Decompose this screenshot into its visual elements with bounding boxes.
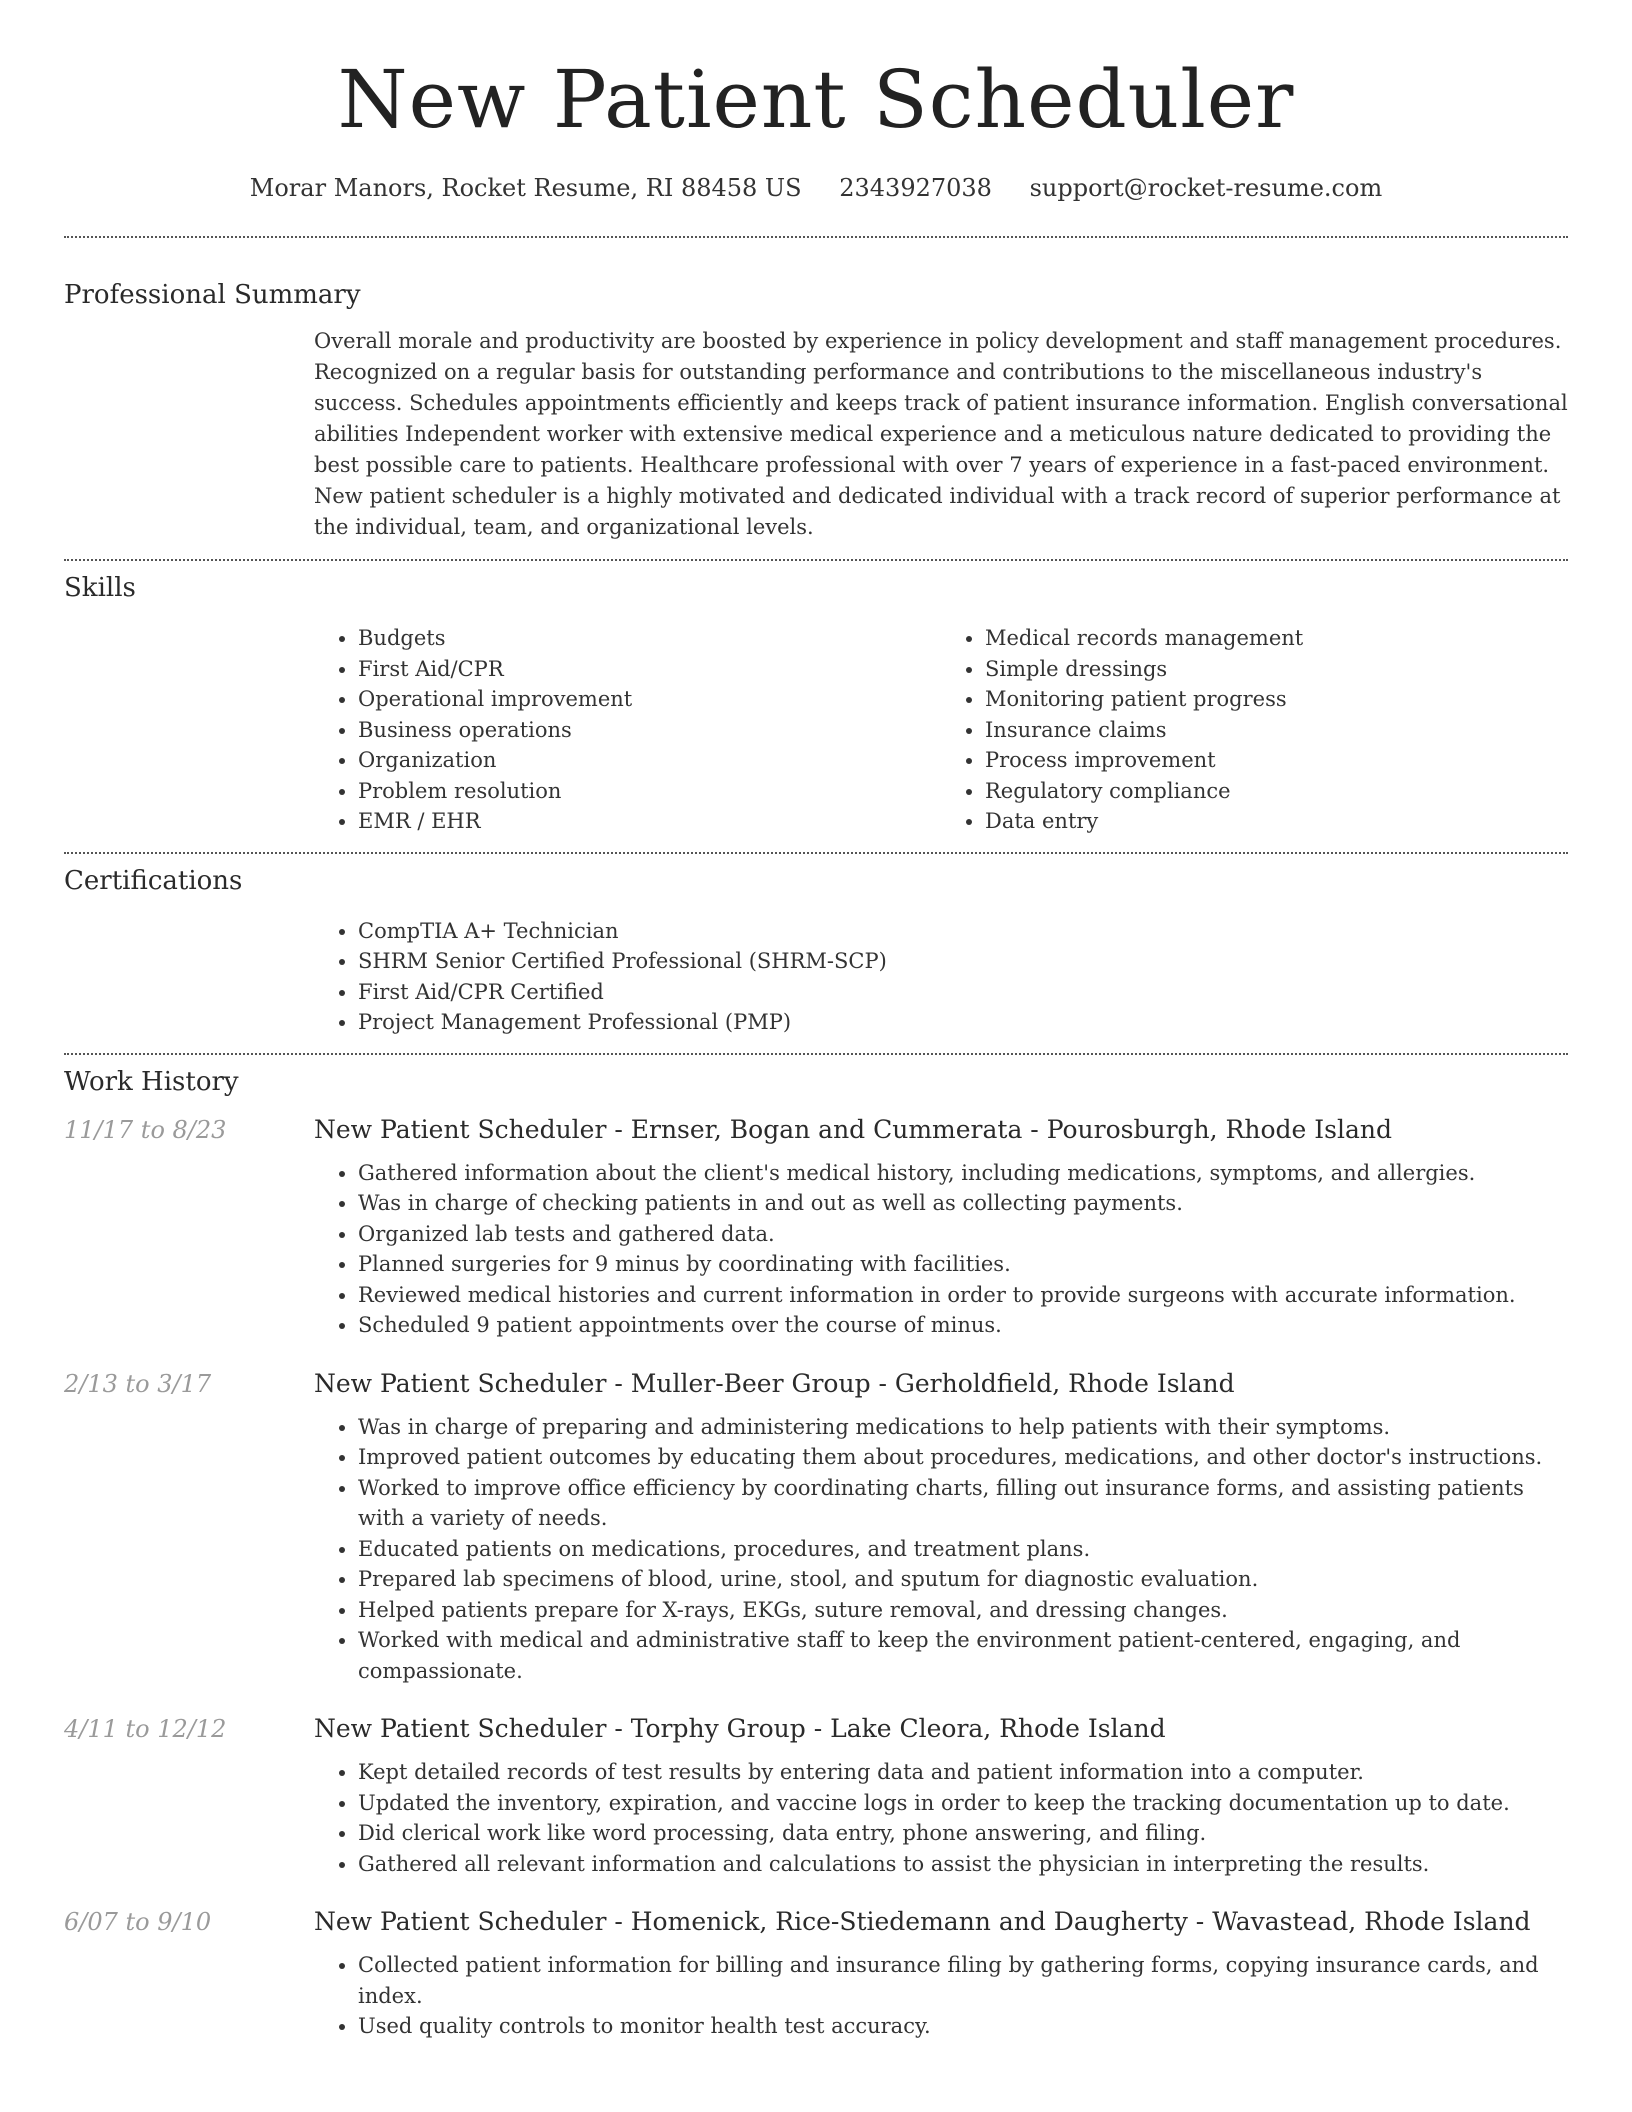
certification-item: • SHRM Senior Certified Professional (SHRM-SCP) (358, 946, 1568, 977)
job-entry (64, 1714, 1568, 1879)
skills-column-right (941, 623, 1568, 837)
skill-item: • First Aid/CPR (358, 654, 941, 685)
job-dates: 4/11 to 12/12 (64, 1715, 227, 1743)
job-bullet: • Reviewed medical histories and current information in order to provide surgeons with accurate information. (358, 1280, 1568, 1311)
certifications-list (314, 916, 1568, 1038)
job-bullet: • Prepared lab specimens of blood, urine, stool, and sputum for diagnostic evaluation. (358, 1564, 1568, 1595)
certification-item: • Project Management Professional (PMP) (358, 1007, 1568, 1038)
job-bullet: • Updated the inventory, expiration, and vaccine logs in order to keep the tracking documentation up to date. (358, 1788, 1568, 1819)
job-bullet: • Was in charge of checking patients in and out as well as collecting payments. (358, 1188, 1568, 1219)
job-dates: 6/07 to 9/10 (64, 1908, 212, 1936)
section-title-work-history: Work History (64, 1066, 239, 1097)
contact-email: support@rocket-resume.com (1029, 174, 1383, 202)
job-bullets (314, 1950, 1568, 2042)
skill-item: • EMR / EHR (358, 806, 941, 837)
job-bullet: • Gathered information about the client's medical history, including medications, symptoms, and allergies. (358, 1158, 1568, 1189)
job-bullet: • Worked with medical and administrative staff to keep the environment patient-centered, engaging, and compassionate. (358, 1625, 1568, 1686)
job-title: New Patient Scheduler - Homenick, Rice-Stiedemann and Daugherty - Wavastead, Rhode Island (314, 1907, 1531, 1936)
section-title-certifications: Certifications (64, 865, 243, 896)
job-bullet: • Organized lab tests and gathered data. (358, 1219, 1568, 1250)
divider (64, 236, 1568, 238)
skill-item: • Organization (358, 745, 941, 776)
skill-item: • Simple dressings (985, 654, 1568, 685)
job-title: New Patient Scheduler - Torphy Group - Lake Cleora, Rhode Island (314, 1714, 1166, 1743)
job-header (64, 1714, 1568, 1743)
job-bullet: • Kept detailed records of test results by entering data and patient information into a computer. (358, 1757, 1568, 1788)
job-bullet: • Scheduled 9 patient appointments over the course of minus. (358, 1310, 1568, 1341)
job-header (64, 1115, 1568, 1144)
certification-item: • First Aid/CPR Certified (358, 977, 1568, 1008)
job-dates: 2/13 to 3/17 (64, 1369, 212, 1398)
summary-text: Overall morale and productivity are boosted by experience in policy development and staff management procedures. Recognized on a regular basis for outstanding performance and contributions to the miscellaneous industry's success. Schedules appointments efficiently and keeps track of patient insurance information. English conversational abilities Independent worker with extensive medical experience and a meticulous nature dedicated to providing the best possible care to patients. Healthcare professional with over 7 years of experience in a fast-paced environment. New patient scheduler is a highly motivated and dedicated individual with a track record of superior performance at the individual, team, and organizational levels. (314, 329, 1568, 539)
job-header (64, 1369, 1568, 1398)
job-dates: 11/17 to 8/23 (64, 1115, 227, 1144)
job-bullet: • Helped patients prepare for X-rays, EKGs, suture removal, and dressing changes. (358, 1595, 1568, 1626)
job-header (64, 1907, 1568, 1936)
job-title: New Patient Scheduler - Muller-Beer Group - Gerholdfield, Rhode Island (314, 1368, 1235, 1398)
job-entry (64, 1907, 1568, 2042)
job-title: New Patient Scheduler - Ernser, Bogan and Cummerata - Pourosburgh, Rhode Island (314, 1114, 1392, 1144)
skill-item: • Medical records management (985, 623, 1568, 654)
job-bullets (314, 1412, 1568, 1687)
skill-item: • Regulatory compliance (985, 776, 1568, 807)
contact-phone: 2343927038 (839, 174, 992, 202)
skill-item: • Data entry (985, 806, 1568, 837)
job-bullet: • Did clerical work like word processing, data entry, phone answering, and filing. (358, 1818, 1568, 1849)
divider (64, 852, 1568, 854)
work-history-list (64, 1115, 1568, 2042)
divider (64, 1053, 1568, 1055)
skills-column-left (314, 623, 941, 837)
job-bullet: • Gathered all relevant information and calculations to assist the physician in interpreting the results. (358, 1849, 1568, 1880)
job-entry (64, 1369, 1568, 1687)
skill-item: • Monitoring patient progress (985, 684, 1568, 715)
contact-address: Morar Manors, Rocket Resume, RI 88458 US (249, 174, 802, 202)
section-title-skills: Skills (64, 573, 136, 603)
skill-item: • Problem resolution (358, 776, 941, 807)
contact-line (64, 174, 1568, 202)
skill-item: • Insurance claims (985, 715, 1568, 746)
job-bullet: • Was in charge of preparing and administering medications to help patients with their symptoms. (358, 1412, 1568, 1443)
divider (64, 559, 1568, 561)
job-bullets (314, 1757, 1568, 1879)
job-bullet: • Worked to improve office efficiency by coordinating charts, filling out insurance forms, and assisting patients with a variety of needs. (358, 1473, 1568, 1534)
skill-item: • Business operations (358, 715, 941, 746)
job-bullet: • Planned surgeries for 9 minus by coordinating with facilities. (358, 1249, 1568, 1280)
skill-item: • Process improvement (985, 745, 1568, 776)
job-bullet: • Used quality controls to monitor health test accuracy. (358, 2011, 1568, 2042)
resume-name: New Patient Scheduler (337, 53, 1295, 146)
skill-item: • Budgets (358, 623, 941, 654)
job-bullet: • Collected patient information for billing and insurance filing by gathering forms, copying insurance cards, and index. (358, 1950, 1568, 2011)
job-bullets (314, 1158, 1568, 1341)
resume-page (64, 0, 1568, 2042)
skill-item: • Operational improvement (358, 684, 941, 715)
section-title-summary: Professional Summary (64, 280, 361, 310)
job-bullet: • Improved patient outcomes by educating them about procedures, medications, and other doctor's instructions. (358, 1442, 1568, 1473)
skills-list (314, 623, 1568, 837)
job-entry (64, 1115, 1568, 1341)
certification-item: • CompTIA A+ Technician (358, 916, 1568, 947)
job-bullet: • Educated patients on medications, procedures, and treatment plans. (358, 1534, 1568, 1565)
